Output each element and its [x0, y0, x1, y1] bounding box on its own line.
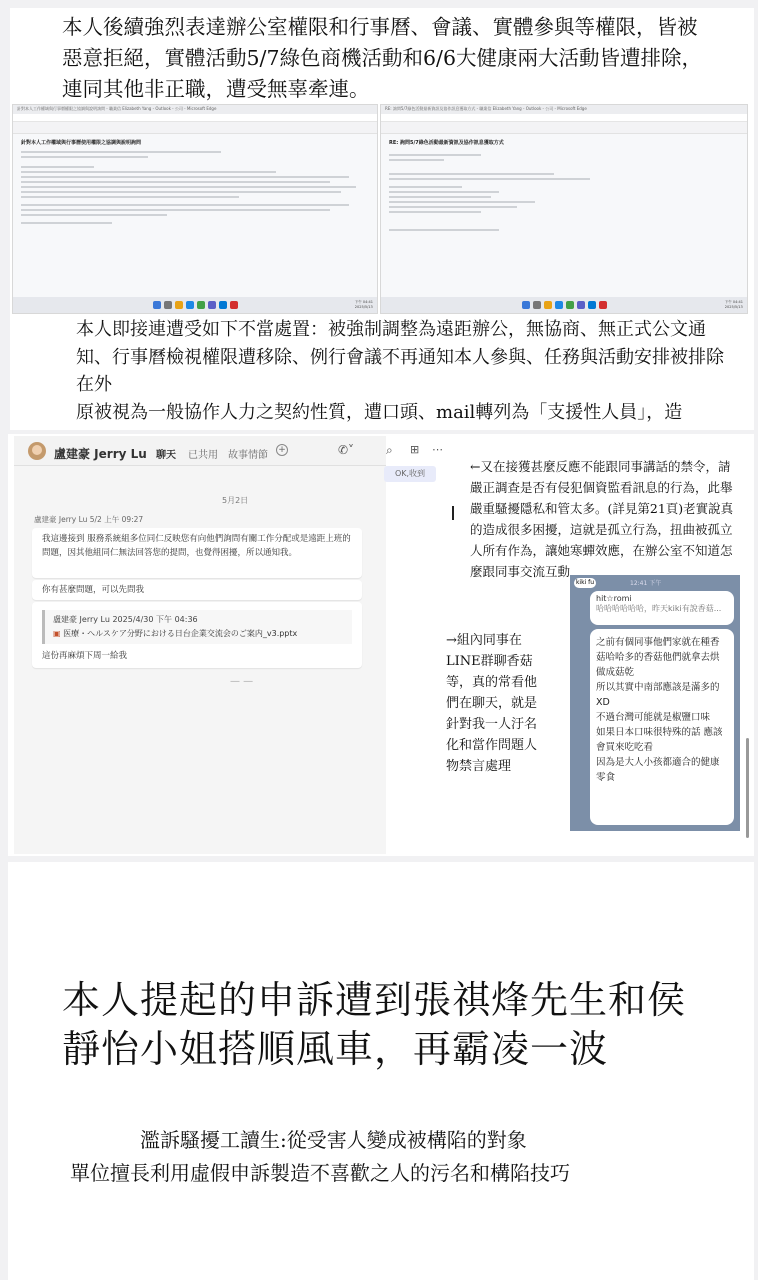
tab-shared[interactable]: 已共用 — [188, 450, 218, 461]
call-icon[interactable]: ✆˅ — [338, 443, 355, 457]
quote-meta: 盧建豪 Jerry Lu 2025/4/30 下午 04:36 — [53, 615, 198, 624]
outlook-icon — [588, 301, 596, 309]
line-message-text: 哈哈哈哈哈哈，昨天kiki有說香菇... — [596, 604, 722, 613]
paragraph-improper-treatment: 本人即接連遭受如下不當處置：被強制調整為遠距辦公，無協商、無正式公文通知、行事曆檢視權限遭移除、例行會議不再通知本人參與、任務與活動安排被排除在外 原被視為一般協作人力之契約性質，遭口頭、mail轉列為「支援性人員」，造 — [76, 319, 724, 423]
folder-icon — [544, 301, 552, 309]
line-message-bubble: 之前有個同事他們家就在種香菇哈哈多的香菇他們就拿去烘做成菇乾 所以其實中南部應該是滿多的XD 不過台灣可能就是椒鹽口味 如果日本口味很特殊的話 應該會買來吃吃看 因為是大人小孩都適合的健康零食 — [590, 629, 734, 825]
message-text: 這份再麻煩下周一給我 — [42, 651, 128, 661]
mail-line — [21, 156, 148, 158]
excel-icon — [197, 301, 205, 309]
window-title: 針對本人工作權域與行事曆權限之協調與說明詢問 - 職業信 Elizabeth Yang - Outlook - 公司 - Microsoft Edge — [13, 105, 377, 114]
mail-line — [389, 191, 499, 193]
mail-line — [389, 186, 462, 188]
message-bubble — [32, 528, 362, 578]
outlook-screenshot-left — [12, 104, 378, 314]
mail-line — [21, 166, 94, 168]
mail-line — [21, 222, 112, 224]
quote-file[interactable]: 医療・ヘルスケア分野における日台企業交流会のご案内_v3.pptx — [63, 629, 298, 638]
mail-line — [21, 191, 341, 193]
mail-line — [21, 186, 356, 188]
subheading-1: 濫訴騷擾工讀生:從受害人變成被構陷的對象 — [140, 1128, 527, 1152]
annotation-left-bottom: →組內同事在LINE群聊香菇等，真的常看他們在聊天，就是針對我一人汙名化和當作問題人物禁言處理 — [446, 633, 538, 774]
mail-line — [21, 209, 330, 211]
file-icon: ▣ — [53, 629, 64, 638]
windows-taskbar — [381, 297, 747, 313]
tab-chat[interactable]: 聊天 — [156, 446, 176, 468]
line-sender: hit☆romi — [596, 594, 632, 603]
mail-line — [389, 201, 535, 203]
mail-line — [389, 211, 481, 213]
subheading-2: 單位擅長利用虛假申訴製造不喜歡之人的污名和構陷技巧 — [70, 1161, 570, 1185]
excel-icon — [566, 301, 574, 309]
mail-toolbar — [381, 122, 747, 134]
message-bubble — [32, 580, 362, 600]
mail-line — [389, 196, 491, 198]
teams-icon — [208, 301, 216, 309]
windows-taskbar — [13, 297, 377, 313]
mail-subject: RE: 詢問5/7綠色活動最新資訊及協作訊息獲取方式 — [389, 140, 504, 146]
start-icon — [522, 301, 530, 309]
mail-line — [21, 176, 349, 178]
start-icon — [153, 301, 161, 309]
mail-line — [389, 159, 444, 161]
paragraph-permissions: 本人後續強烈表達辦公室權限和行事曆、會議、實體參與等權限，皆被惡意拒絕，實體活動5/7綠色商機活動和6/6大健康兩大活動皆遭排除，連同其他非正職，遭受無辜牽連。 — [62, 15, 702, 101]
mail-line — [389, 229, 499, 231]
address-bar — [13, 114, 377, 122]
mail-line — [21, 181, 330, 183]
teams-icon — [577, 301, 585, 309]
edge-icon — [186, 301, 194, 309]
prev-message-bubble: OK,收到 — [384, 466, 436, 482]
avatar[interactable] — [28, 442, 46, 460]
line-top-time: 12:41 下午 — [630, 580, 662, 587]
popout-icon[interactable]: ⊞ — [410, 443, 420, 456]
scroll-marker — [452, 506, 454, 520]
more-icon[interactable]: — — — [230, 676, 254, 687]
date-divider: 5月2日 — [222, 496, 249, 505]
message-text: 你有甚麼問題，可以先問我 — [42, 585, 145, 595]
annotation-right-top: ←又在接獲甚麼反應不能跟同事講話的禁令，請嚴正調查是否有侵犯個資監看訊息的行為，此舉嚴重騷擾隱私和管太多。(詳見第21頁)老實說真的造成很多困擾，這就是孤立行為，扭曲被孤立人所有作為，讓她寒蟬效應，在辦公室不知道怎麼跟同事交流互動 — [470, 459, 734, 579]
edge-icon — [555, 301, 563, 309]
mail-line — [21, 196, 239, 198]
folder-icon — [175, 301, 183, 309]
search-icon[interactable]: ⌕ — [386, 443, 393, 457]
mail-line — [21, 204, 349, 206]
line-message-bubble — [590, 591, 734, 625]
tab-storyline[interactable]: 故事情節 — [228, 450, 268, 461]
contact-name: 盧建豪 Jerry Lu — [54, 447, 147, 461]
mail-toolbar — [13, 122, 377, 134]
mail-line — [389, 173, 554, 175]
add-tab-icon[interactable]: + — [276, 444, 288, 456]
mail-line — [21, 151, 221, 153]
app-icon — [230, 301, 238, 309]
mail-line — [389, 178, 590, 180]
mail-line — [21, 171, 276, 173]
headline: 本人提起的申訴遭到張祺烽先生和侯靜怡小姐搭順風車，再霸凌一波 — [62, 978, 687, 1071]
scrollbar[interactable] — [746, 738, 749, 838]
line-chat-screenshot — [570, 575, 740, 831]
mail-line — [389, 154, 481, 156]
window-title: RE: 詢問5/7綠色活動最新資訊及協作訊息獲取方式 - 職業信 Elizabeth Yang - Outlook - 公司 - Microsoft Edge — [381, 105, 747, 114]
message-text: 我這邊接到 服務系統組多位同仁反映您有向他們詢問有關工作分配或是遠距上班的問題，因其他組同仁無法回答您的提問，也覺得困擾，所以通知我。 — [42, 534, 351, 558]
mail-line — [389, 206, 517, 208]
outlook-icon — [219, 301, 227, 309]
search-icon — [533, 301, 541, 309]
address-bar — [381, 114, 747, 122]
taskbar-clock: 下午 04:41 2025/5/13 — [724, 300, 743, 309]
message-bubble — [32, 602, 362, 668]
more-icon[interactable]: ⋯ — [432, 443, 443, 456]
line-top-name: kiki fu — [575, 579, 595, 586]
taskbar-clock: 下午 04:41 2025/5/13 — [354, 300, 373, 309]
outlook-screenshot-right — [380, 104, 748, 314]
app-icon — [599, 301, 607, 309]
mail-line — [21, 214, 167, 216]
message-meta: 盧建豪 Jerry Lu 5/2 上午 09:27 — [34, 515, 144, 524]
mail-subject: 針對本人工作權域與行事曆使用權限之協調與說明詢問 — [21, 140, 142, 146]
search-icon — [164, 301, 172, 309]
